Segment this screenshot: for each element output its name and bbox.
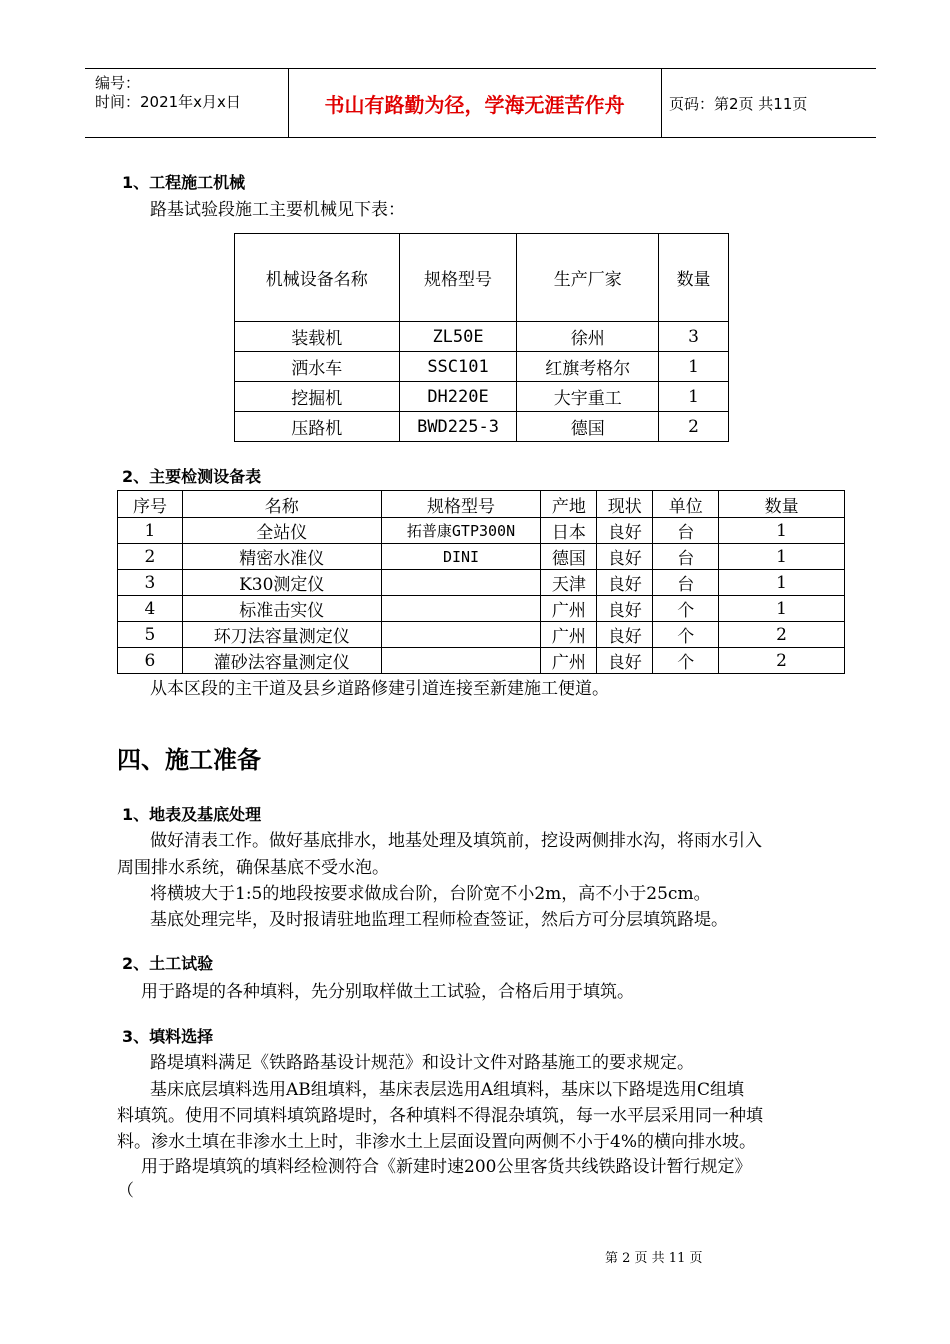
table-row (118, 622, 845, 648)
table-cell: 个 (653, 596, 719, 622)
header-divider (661, 69, 662, 137)
table-cell: 台 (653, 570, 719, 596)
paragraph: 料填筑。使用不同填料填筑路堤时，各种填料不得混杂填筑，每一水平层采用同一种填 (117, 1106, 763, 1126)
equipment-table (117, 490, 845, 674)
table-header-cell: 数量 (659, 234, 729, 322)
table-cell: 精密水准仪 (182, 544, 381, 570)
chapter-title: 四、施工准备 (117, 746, 261, 774)
section-heading: 1、工程施工机械 (122, 173, 246, 192)
table-cell: 台 (653, 544, 719, 570)
table-row (118, 648, 845, 674)
table-row (235, 412, 729, 442)
table-cell: 个 (653, 622, 719, 648)
table-cell: 良好 (597, 518, 653, 544)
table-row (118, 596, 845, 622)
table-cell: 天津 (541, 570, 597, 596)
table-cell: 日本 (541, 518, 597, 544)
paragraph: 做好清表工作。做好基底排水，地基处理及填筑前，挖设两侧排水沟，将雨水引入 (150, 831, 762, 851)
table-header-cell: 现状 (597, 491, 653, 518)
table-cell: 台 (653, 518, 719, 544)
table-row (235, 322, 729, 352)
table-cell: 1 (118, 518, 183, 544)
paragraph: 从本区段的主干道及县乡道路修建引道连接至新建施工便道。 (150, 679, 609, 699)
table-cell: 良好 (597, 648, 653, 674)
table-cell: 红旗考格尔 (517, 352, 659, 382)
table-cell: 4 (118, 596, 183, 622)
table-cell: BWD225-3 (399, 412, 517, 442)
paragraph: 路基试验段施工主要机械见下表： (150, 200, 405, 220)
table-cell: 拓普康GTP300N (381, 518, 541, 544)
table-cell: 徐州 (517, 322, 659, 352)
table-cell: 装载机 (235, 322, 400, 352)
header-time: 时间：2021年x月x日 (95, 93, 241, 111)
header-page: 页码：第2页 共11页 (669, 95, 808, 113)
table-header-cell: 单位 (653, 491, 719, 518)
table-cell: 洒水车 (235, 352, 400, 382)
table-cell: 1 (659, 352, 729, 382)
table-header-cell: 生产厂家 (517, 234, 659, 322)
table-header-cell: 序号 (118, 491, 183, 518)
paragraph: 将横坡大于1:5的地段按要求做成台阶，台阶宽不小2m，高不小于25cm。 (150, 884, 711, 904)
table-cell: ZL50E (399, 322, 517, 352)
table-cell: 1 (719, 570, 845, 596)
table-cell: 良好 (597, 596, 653, 622)
table-cell: 挖掘机 (235, 382, 400, 412)
table-cell (381, 648, 541, 674)
paragraph: 基床底层填料选用AB组填料，基床表层选用A组填料，基床以下路堤选用C组填 (150, 1080, 745, 1100)
paragraph: 用于路堤填筑的填料经检测符合《新建时速200公里客货共线铁路设计暂行规定》 (141, 1157, 752, 1177)
table-cell: 1 (719, 518, 845, 544)
section-heading: 3、填料选择 (122, 1027, 214, 1046)
table-header-row (118, 491, 845, 518)
table-cell: 德国 (517, 412, 659, 442)
table-header-cell: 数量 (719, 491, 845, 518)
table-header-cell: 规格型号 (381, 491, 541, 518)
table-cell (381, 596, 541, 622)
table-cell: 2 (719, 622, 845, 648)
table-header-cell: 产地 (541, 491, 597, 518)
table-cell: 2 (659, 412, 729, 442)
paragraph: 基底处理完毕，及时报请驻地监理工程师检查签证，然后方可分层填筑路堤。 (150, 910, 728, 930)
table-cell: 广州 (541, 622, 597, 648)
table-row (235, 352, 729, 382)
table-header-cell: 机械设备名称 (235, 234, 400, 322)
table-header-cell: 规格型号 (399, 234, 517, 322)
paragraph: 周围排水系统，确保基底不受水泡。 (117, 858, 389, 878)
page-header (85, 68, 876, 138)
section-heading: 2、主要检测设备表 (122, 467, 262, 486)
table-cell: 广州 (541, 596, 597, 622)
table-cell: 压路机 (235, 412, 400, 442)
table-cell: 5 (118, 622, 183, 648)
table-cell: K30测定仪 (182, 570, 381, 596)
table-cell: DINI (381, 544, 541, 570)
table-header-cell: 名称 (182, 491, 381, 518)
paragraph: 路堤填料满足《铁路路基设计规范》和设计文件对路基施工的要求规定。 (150, 1053, 694, 1073)
table-cell (381, 622, 541, 648)
table-cell: 良好 (597, 570, 653, 596)
table-cell: 个 (653, 648, 719, 674)
page-footer: 第 2 页 共 11 页 (605, 1251, 703, 1266)
table-row (235, 382, 729, 412)
table-cell: 2 (719, 648, 845, 674)
table-cell: 大宇重工 (517, 382, 659, 412)
table-cell: 1 (719, 544, 845, 570)
table-cell: 2 (118, 544, 183, 570)
paragraph: 用于路堤的各种填料，先分别取样做土工试验，合格后用于填筑。 (141, 982, 634, 1002)
table-cell: 全站仪 (182, 518, 381, 544)
machinery-table (234, 233, 729, 442)
header-number: 编号： (95, 74, 141, 92)
table-cell: 1 (659, 382, 729, 412)
header-motto: 书山有路勤为径，学海无涯苦作舟 (324, 92, 625, 117)
table-row (118, 570, 845, 596)
paragraph: （ (117, 1181, 134, 1201)
table-cell: 良好 (597, 544, 653, 570)
section-heading: 1、地表及基底处理 (122, 805, 262, 824)
table-cell: SSC101 (399, 352, 517, 382)
table-cell: 良好 (597, 622, 653, 648)
table-cell: 标准击实仪 (182, 596, 381, 622)
table-cell: DH220E (399, 382, 517, 412)
table-row (118, 544, 845, 570)
paragraph: 料。渗水土填在非渗水土上时，非渗水土上层面设置向两侧不小于4%的横向排水坡。 (117, 1132, 756, 1152)
table-row (118, 518, 845, 544)
table-header-row (235, 234, 729, 322)
table-cell: 广州 (541, 648, 597, 674)
table-cell: 灌砂法容量测定仪 (182, 648, 381, 674)
section-heading: 2、土工试验 (122, 954, 214, 973)
table-cell (381, 570, 541, 596)
table-cell: 6 (118, 648, 183, 674)
table-cell: 3 (659, 322, 729, 352)
table-cell: 3 (118, 570, 183, 596)
table-cell: 1 (719, 596, 845, 622)
table-cell: 环刀法容量测定仪 (182, 622, 381, 648)
table-cell: 德国 (541, 544, 597, 570)
